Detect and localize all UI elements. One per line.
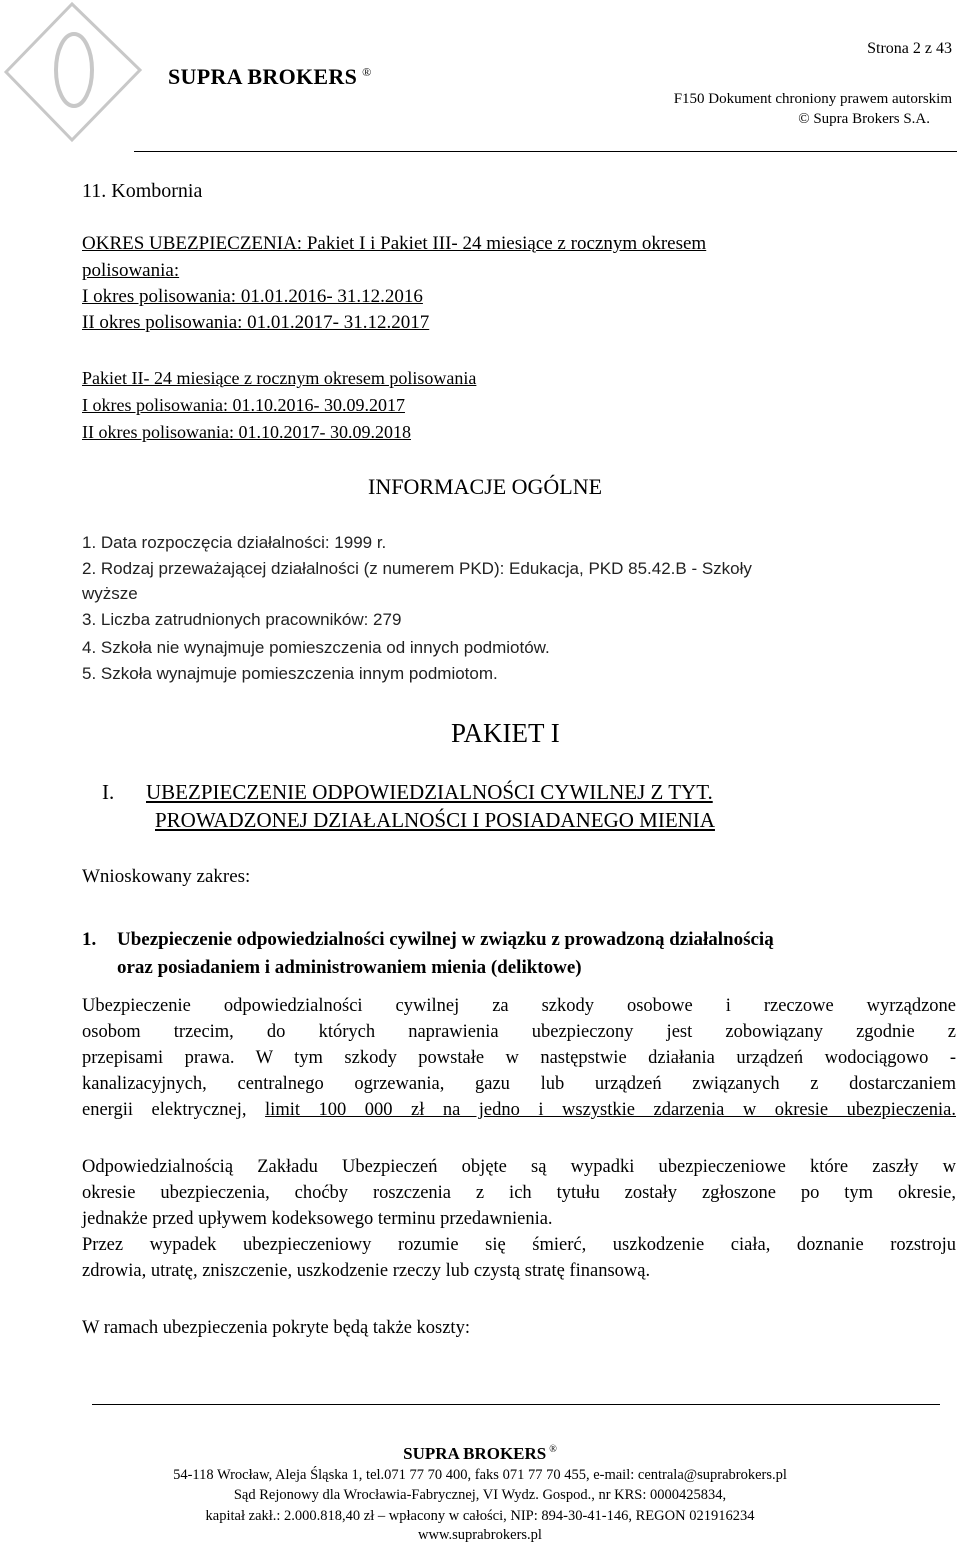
- paragraph-coverage: Ubezpieczenie odpowiedzialności cywilnej za szkody osobowe i rzeczowe wyrządzone osobom trzecim, do których naprawienia ubezpieczony jest zobowiązany zgodnie z przepisami prawa. W tym szkody powstałe w następstwie działania urządzeń wodociągowo - kanalizacyjnych, centralnego ogrzewania, gazu lub urządzeń związanych z dostarczaniem energii elektrycznej, limit 100 000 zł na jedno i wszystkie zdarzenia w okresie ubezpieczenia.: [82, 996, 956, 1120]
- page-number: Strona 2 z 43: [867, 40, 952, 57]
- limit-text: limit 100 000 zł na jedno i wszystkie zdarzenia w okresie ubezpieczenia.: [265, 1100, 956, 1120]
- info-item-5: 5. Szkoła wynajmuje pomieszczenia innym podmiotom.: [82, 664, 498, 683]
- copyright-notice: © Supra Brokers S.A.: [798, 111, 930, 127]
- info-title: INFORMACJE OGÓLNE: [368, 474, 603, 499]
- section-roman-numeral: I.: [102, 780, 115, 804]
- pakiet2-line2: II okres polisowania: 01.10.2017- 30.09.2018: [82, 422, 411, 442]
- info-item-4: 4. Szkoła nie wynajmuje pomieszczenia od innych podmiotów.: [82, 638, 550, 657]
- footer-court: Sąd Rejonowy dla Wrocławia-Fabrycznej, VI Wydz. Gospod., nr KRS: 0000425834,: [233, 1487, 727, 1503]
- subsection-heading-line2: oraz posiadaniem i administrowaniem mienia (deliktowe): [117, 957, 582, 978]
- info-item-2: 2. Rodzaj przeważającej działalności (z numerem PKD): Edukacja, PKD 85.42.B - Szkoły: [82, 559, 752, 578]
- footer-brand: SUPRA BROKERS ®: [403, 1444, 557, 1463]
- period-line1: I okres polisowania: 01.01.2016- 31.12.2016: [82, 286, 423, 307]
- subsection-number: 1.: [82, 929, 97, 950]
- subsection-heading-line1: Ubezpieczenie odpowiedzialności cywilnej w związku z prowadzoną działalnością: [117, 929, 774, 950]
- period-line2: II okres polisowania: 01.01.2017- 31.12.2017: [82, 312, 430, 333]
- section-title: 11. Kombornia: [82, 180, 203, 202]
- footer-divider: [92, 1404, 940, 1405]
- paragraph-liability: Odpowiedzialnością Zakładu Ubezpieczeń objęte są wypadki ubezpieczeniowe które zaszły w okresie ubezpieczenia, choćby roszczenia z ich tytułu zostały zgłoszone po tym okresie, jednakże przed upływem kodeksowego terminu przedawnienia. Przez wypadek ubezpieczeniowy rozumie się śmierć, uszkodzenie ciała, doznanie rozstroju zdrowia, utratę, zniszczenie, uszkodzenie rzeczy lub czystą stratę finansową.: [82, 1157, 956, 1281]
- header-brand: SUPRA BROKERS ®: [168, 64, 372, 89]
- pakiet-title: PAKIET I: [451, 718, 560, 748]
- insurance-heading-line2: PROWADZONEJ DZIAŁALNOŚCI I POSIADANEGO MIENIA: [155, 808, 715, 832]
- paragraph-costs: W ramach ubezpieczenia pokryte będą także koszty:: [82, 1318, 470, 1338]
- insurance-heading-line1: UBEZPIECZENIE ODPOWIEDZIALNOŚCI CYWILNEJ Z TYT.: [146, 780, 713, 804]
- requested-scope-label: Wnioskowany zakres:: [82, 866, 251, 887]
- period-heading-line2: polisowania:: [82, 260, 180, 281]
- supra-logo-icon: [0, 0, 160, 155]
- footer-capital: kapitał zakł.: 2.000.818,40 zł – wpłacony w całości, NIP: 894-30-41-146, REGON 021916234: [205, 1508, 755, 1524]
- header-divider: [134, 151, 957, 152]
- period-heading-line1: OKRES UBEZPIECZENIA: Pakiet I i Pakiet III- 24 miesiące z rocznym okresem: [82, 233, 707, 254]
- footer-address: 54-118 Wrocław, Aleja Śląska 1, tel.071 77 70 400, faks 071 77 70 455, e-mail: centrala@suprabrokers.pl: [173, 1467, 787, 1483]
- pakiet2-line1: I okres polisowania: 01.10.2016- 30.09.2017: [82, 395, 405, 415]
- doc-notice: F150 Dokument chroniony prawem autorskim: [673, 91, 952, 107]
- info-item-3: 3. Liczba zatrudnionych pracowników: 279: [82, 610, 402, 629]
- pakiet2-title: Pakiet II- 24 miesiące z rocznym okresem polisowania: [82, 368, 477, 388]
- info-item-2-cont: wyższe: [82, 584, 138, 603]
- info-item-1: 1. Data rozpoczęcia działalności: 1999 r.: [82, 533, 387, 552]
- footer-website: www.suprabrokers.pl: [418, 1527, 542, 1543]
